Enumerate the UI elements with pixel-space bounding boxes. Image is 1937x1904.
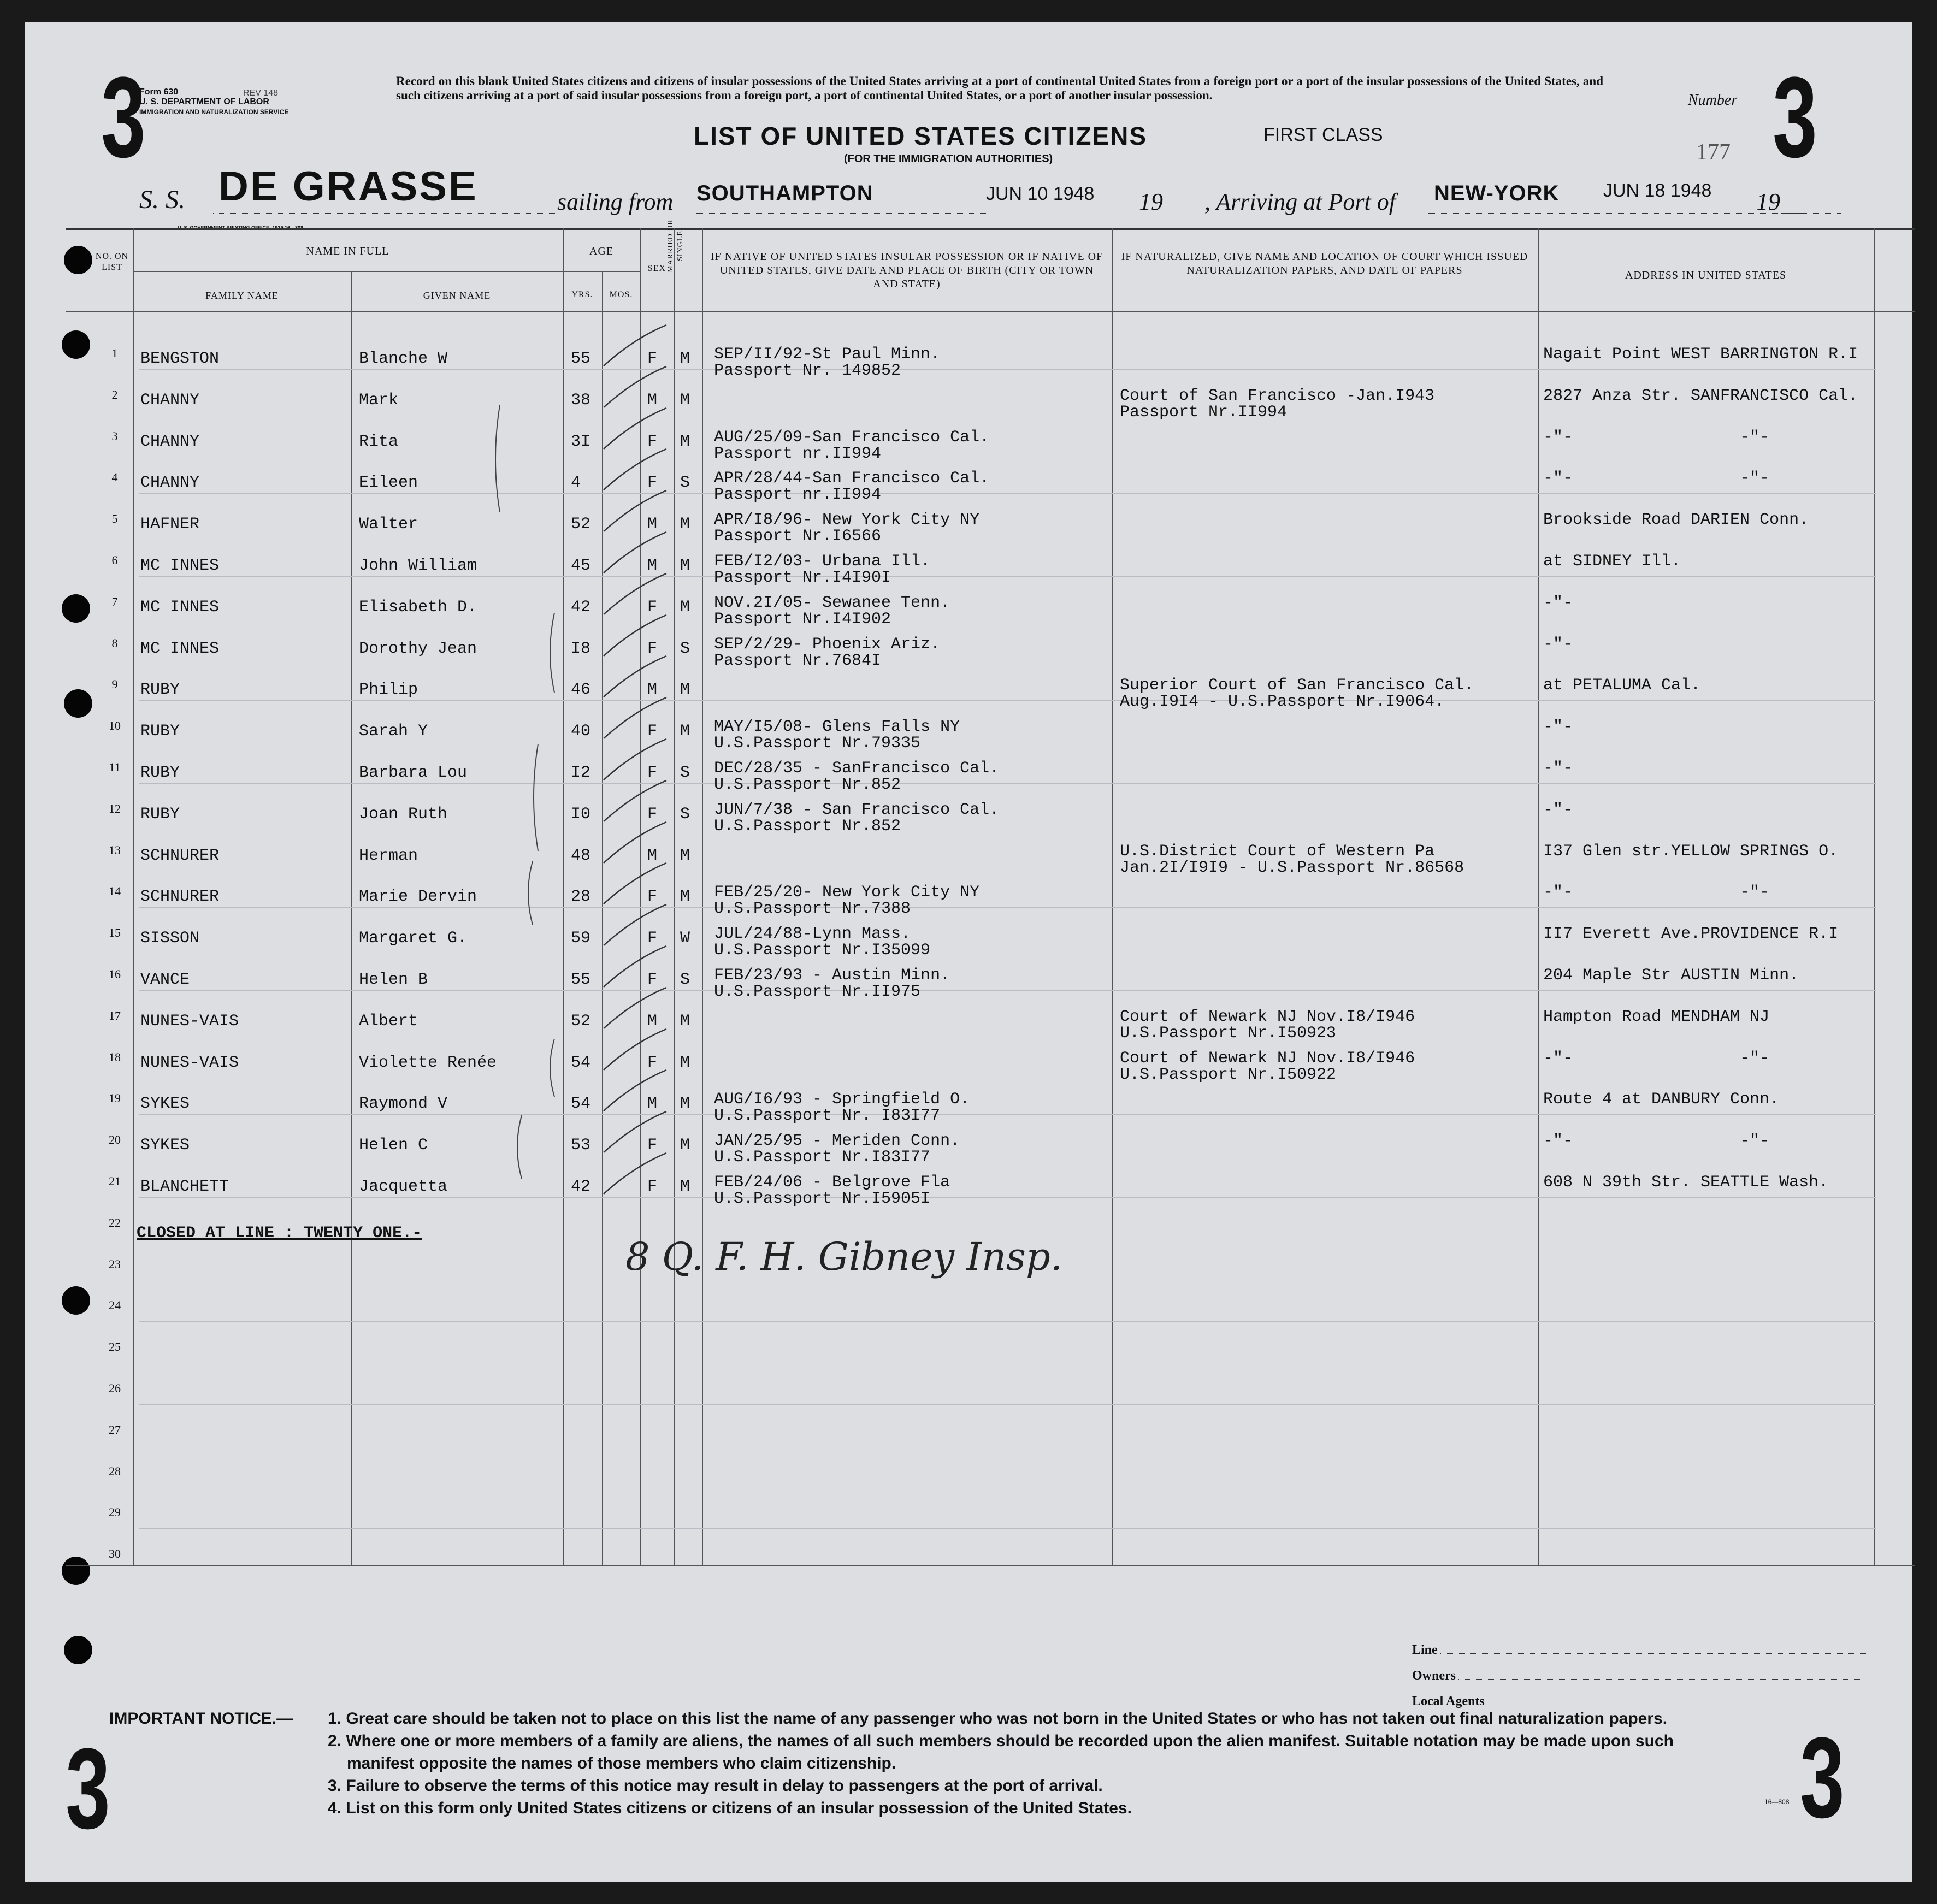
sex: F [647,474,658,492]
marital-status: M [680,433,690,451]
sex: M [647,515,658,534]
given-name: Eileen [359,474,418,492]
birth-date-place: APR/I8/96- New York City NY [714,511,980,529]
age-years: 52 [571,515,591,534]
notice-item: 2. Where one or more members of a family are aliens, the names of all such members should be recorded upon the alien manifest. Suitable notation may be made upon such [328,1732,1674,1750]
ruled-line [139,1197,1876,1198]
birth-date-place: FEB/23/93 - Austin Minn. [714,966,950,985]
ruled-line [139,1404,1876,1405]
marital-status: M [680,350,690,368]
birth-passport: Passport Nr. 149852 [714,362,901,380]
given-name: Jacquetta [359,1178,448,1196]
age-years: 42 [571,598,591,617]
age-years: 46 [571,681,591,699]
line-number: 21 [109,1174,121,1188]
birth-passport: Passport nr.II994 [714,445,882,463]
header-no: NO. ON LIST [95,252,129,272]
family-name: RUBY [140,764,180,782]
corner-number-bottom-right: 3 [1800,1713,1845,1842]
birth-passport: U.S.Passport Nr.852 [714,776,901,794]
line-number: 25 [109,1340,121,1353]
punch-hole [62,594,90,623]
age-years: 54 [571,1054,591,1072]
sailing-year-label: 19 [1139,188,1163,215]
line-number: 1 [111,346,118,360]
sex: F [647,598,658,617]
local-agents-label: Local Agents [1412,1694,1485,1708]
family-name: BENGSTON [140,350,220,368]
sex: F [647,764,658,782]
pencil-mark [538,1038,571,1098]
ruled-line [139,1114,1876,1115]
header-name-in-full: NAME IN FULL [306,245,389,257]
form-id-line: IMMIGRATION AND NATURALIZATION SERVICE [139,108,289,116]
column-divider [563,228,564,1565]
number-value: 177 [1696,140,1731,165]
birth-date-place: FEB/25/20- New York City NY [714,883,980,902]
given-name: Blanche W [359,350,448,368]
family-name: SYKES [140,1136,190,1155]
family-name: SISSON [140,929,200,948]
birth-passport: Passport Nr.I4I90I [714,569,891,587]
pencil-mark [516,860,549,926]
sex: F [647,350,658,368]
family-name: RUBY [140,681,180,699]
us-address: at PETALUMA Cal. [1543,676,1701,695]
marital-status: M [680,1136,690,1155]
ruled-line [139,783,1876,784]
header-address: ADDRESS IN UNITED STATES [1625,269,1787,281]
sex: F [647,640,658,658]
line-number: 10 [109,719,121,732]
class-label: FIRST CLASS [1263,125,1383,145]
age-years: 38 [571,391,591,410]
sex: F [647,971,658,989]
birth-date-place: SEP/II/92-St Paul Minn. [714,345,941,364]
line-number: 30 [109,1547,121,1560]
naturalization-passport: Passport Nr.II994 [1120,403,1288,422]
header-birth: IF NATIVE OF UNITED STATES INSULAR POSSESSION OR IF NATIVE OF UNITED STATES, GIVE DATE AND PLACE OF BIRTH (CITY OR TOWN AND STATE) [710,251,1103,290]
birth-passport: Passport nr.II994 [714,486,882,504]
given-name: Walter [359,515,418,534]
family-name: CHANNY [140,391,200,410]
birth-date-place: FEB/I2/03- Urbana Ill. [714,552,931,571]
age-years: 55 [571,350,591,368]
header-yrs: YRS. [571,290,593,299]
ship-rule [213,213,557,214]
line-number: 4 [111,470,118,484]
column-divider [674,228,675,1565]
line-number: 12 [109,802,121,815]
pencil-mark [538,612,571,694]
header-mos: MOS. [609,290,633,299]
corner-number-top-left: 3 [101,53,146,181]
birth-passport: U.S.Passport Nr.II975 [714,983,921,1001]
age-years: 52 [571,1012,591,1031]
inspector-signature: 8 Q. F. H. Gibney Insp. [625,1234,1063,1279]
header-given-name: GIVEN NAME [423,290,491,301]
family-name: CHANNY [140,474,200,492]
family-name: SCHNURER [140,847,220,865]
birth-date-place: JUN/7/38 - San Francisco Cal. [714,801,1000,819]
punch-hole [62,330,90,359]
line-number: 11 [109,760,121,774]
ruled-line [139,369,1876,370]
birth-date-place: MAY/I5/08- Glens Falls NY [714,718,960,736]
given-name: Rita [359,433,399,451]
birth-passport: U.S.Passport Nr.I35099 [714,941,931,960]
age-years: 42 [571,1178,591,1196]
us-address: -"- [1543,759,1573,778]
marital-status: M [680,888,690,906]
family-name: VANCE [140,971,190,989]
marital-status: M [680,515,690,534]
punch-hole [64,689,92,718]
table-top-border [66,228,1915,230]
sex: F [647,722,658,741]
given-name: Herman [359,847,418,865]
arrival-date: JUN 18 1948 [1603,180,1712,201]
line-number: 15 [109,926,121,939]
ruled-line [139,576,1876,577]
given-name: John William [359,557,477,575]
notice-items [328,1707,1830,1819]
notice-item: manifest opposite the names of those members who claim citizenship. [347,1754,896,1772]
naturalization-passport: Aug.I9I4 - U.S.Passport Nr.I9064. [1120,693,1445,711]
naturalization-court: Superior Court of San Francisco Cal. [1120,676,1474,695]
line-number: 9 [111,677,118,691]
punch-hole [64,246,92,274]
naturalization-passport: U.S.Passport Nr.I50922 [1120,1066,1337,1084]
ruled-line [139,1528,1876,1529]
line-number: 14 [109,884,121,898]
agents-block [1412,1637,1871,1714]
line-number: 16 [109,967,121,981]
sailing-label: sailing from [557,188,674,215]
given-name: Raymond V [359,1095,448,1113]
given-name: Dorothy Jean [359,640,477,658]
ship-name: DE GRASSE [218,163,478,210]
line-label: Line [1412,1643,1438,1657]
ruled-line [139,700,1876,701]
column-divider [1538,228,1539,1565]
page-subtitle: (FOR THE IMMIGRATION AUTHORITIES) [844,153,1053,165]
us-address: -"- [1543,718,1573,736]
header-married-single: MARRIED OR SINGLE [666,219,684,273]
column-divider [1874,228,1875,1565]
sex: F [647,1178,658,1196]
marital-status: M [680,598,690,617]
sex: M [647,1095,658,1113]
marital-status: M [680,722,690,741]
sex: F [647,433,658,451]
record-instructions: Record on this blank United States citizens and citizens of insular possessions of the United States arriving at a port of continental United States from a foreign port or a port of the insular possessions of the United States, and such citizens arriving at a port of said insular possessions from a foreign port, a port of continental United States, or a port of another insular possession. [396,74,1603,102]
birth-passport: U.S.Passport Nr.I5905I [714,1190,931,1208]
notice-label: IMPORTANT NOTICE.— [109,1710,293,1728]
age-years: 3I [571,433,591,451]
naturalization-court: Court of San Francisco -Jan.I943 [1120,387,1435,405]
age-years: 59 [571,929,591,948]
us-address: Brookside Road DARIEN Conn. [1543,511,1809,529]
given-name: Mark [359,391,399,410]
ruled-line [139,493,1876,494]
header-age: AGE [589,245,614,257]
marital-status: S [680,971,690,989]
sex: F [647,929,658,948]
sex: M [647,1012,658,1031]
birth-date-place: SEP/2/29- Phoenix Ariz. [714,635,941,654]
header-family-name: FAMILY NAME [205,290,279,301]
marital-status: M [680,557,690,575]
manifest-page [25,22,1912,1882]
line-number: 22 [109,1216,121,1229]
birth-date-place: NOV.2I/05- Sewanee Tenn. [714,594,950,612]
agents-owners-label [1412,1663,1871,1689]
line-number: 29 [109,1505,121,1519]
us-address: -"- -"- [1543,428,1770,447]
age-years: 55 [571,971,591,989]
sailing-date: JUN 10 1948 [986,184,1095,204]
ss-label: S. S. [139,185,185,214]
us-address: -"- -"- [1543,469,1770,488]
naturalization-court: Court of Newark NJ Nov.I8/I946 [1120,1049,1415,1068]
line-number: 8 [111,636,118,650]
family-name: CHANNY [140,433,200,451]
year-rule [1781,213,1841,214]
arrival-year-label: 19 [1756,188,1780,215]
column-divider [351,271,352,1565]
birth-passport: Passport Nr.I6566 [714,527,882,546]
birth-passport: Passport Nr.I4I902 [714,610,891,629]
notice-item: 4. List on this form only United States citizens or citizens of an insular possession of the United States. [328,1799,1132,1817]
sex: F [647,1054,658,1072]
marital-status: M [680,1095,690,1113]
birth-date-place: AUG/25/09-San Francisco Cal. [714,428,990,447]
age-years: I2 [571,764,591,782]
birth-passport: U.S.Passport Nr.852 [714,817,901,836]
given-name: Sarah Y [359,722,428,741]
agents-line-label [1412,1637,1871,1663]
us-address: -"- -"- [1543,1132,1770,1150]
us-address: 608 N 39th Str. SEATTLE Wash. [1543,1173,1829,1192]
given-name: Margaret G. [359,929,468,948]
family-name: MC INNES [140,640,220,658]
line-number: 24 [109,1298,121,1312]
table-bottom-border [66,1565,1915,1566]
us-address: Hampton Road MENDHAM NJ [1543,1008,1770,1026]
sex: F [647,1136,658,1155]
pencil-mark [483,404,516,513]
given-name: Barbara Lou [359,764,468,782]
naturalization-passport: U.S.Passport Nr.I50923 [1120,1024,1337,1043]
revision-stamp: REV 148 [243,88,279,98]
name-age-subheader-rule [133,271,641,272]
line-number: 17 [109,1009,121,1022]
age-years: I0 [571,805,591,824]
printing-office: U. S. GOVERNMENT PRINTING OFFICE: 1939 16—808 [178,225,304,230]
naturalization-passport: Jan.2I/I9I9 - U.S.Passport Nr.86568 [1120,859,1464,877]
arriving-label: , Arriving at Port of [1204,188,1396,215]
line-number: 6 [111,553,118,567]
age-years: 28 [571,888,591,906]
notice-item: 1. Great care should be taken not to place on this list the name of any passenger who was not born in the United States or who has not taken out final naturalization papers. [328,1710,1668,1728]
line-number: 23 [109,1257,121,1271]
birth-passport: U.S.Passport Nr. I83I77 [714,1107,941,1125]
sex: F [647,888,658,906]
marital-status: W [680,929,690,948]
form-id-line: Form 630 [139,87,179,97]
given-name: Helen B [359,971,428,989]
family-name: RUBY [140,805,180,824]
marital-status: S [680,764,690,782]
sex: M [647,847,658,865]
sex: M [647,391,658,410]
us-address: 204 Maple Str AUSTIN Minn. [1543,966,1799,985]
birth-date-place: JUL/24/88-Lynn Mass. [714,925,911,943]
us-address: -"- -"- [1543,883,1770,902]
us-address: -"- [1543,801,1573,819]
birth-passport: U.S.Passport Nr.79335 [714,734,921,753]
age-years: 48 [571,847,591,865]
marital-status: M [680,1012,690,1031]
corner-number-bottom-left: 3 [66,1724,110,1853]
column-divider [133,228,134,1565]
birth-date-place: JAN/25/95 - Meriden Conn. [714,1132,960,1150]
line-number: 19 [109,1091,121,1105]
arrival-port: NEW-YORK [1434,181,1560,205]
family-name: HAFNER [140,515,200,534]
given-name: Elisabeth D. [359,598,477,617]
corner-number-top-right: 3 [1773,53,1817,181]
marital-status: S [680,805,690,824]
marital-status: M [680,681,690,699]
punch-hole [62,1286,90,1315]
us-address: at SIDNEY Ill. [1543,552,1681,571]
line-number: 7 [111,595,118,608]
column-divider [702,228,703,1565]
birth-date-place: APR/28/44-San Francisco Cal. [714,469,990,488]
ruled-line [139,907,1876,908]
column-divider [1112,228,1113,1565]
us-address: -"- [1543,594,1573,612]
pencil-mark [505,1114,538,1180]
birth-passport: U.S.Passport Nr.I83I77 [714,1148,931,1167]
given-name: Helen C [359,1136,428,1155]
header-sex: SEX [647,264,666,273]
birth-date-place: DEC/28/35 - SanFrancisco Cal. [714,759,1000,778]
sex: F [647,805,658,824]
line-number: 13 [109,843,121,857]
us-address: Route 4 at DANBURY Conn. [1543,1090,1780,1109]
sex: M [647,681,658,699]
age-years: I8 [571,640,591,658]
given-name: Albert [359,1012,418,1031]
line-number: 28 [109,1464,121,1478]
line-number: 18 [109,1050,121,1064]
birth-passport: Passport Nr.7684I [714,652,882,670]
us-address: Nagait Point WEST BARRINGTON R.I [1543,345,1858,364]
ruled-line [139,1321,1876,1322]
us-address: 2827 Anza Str. SANFRANCISCO Cal. [1543,387,1858,405]
us-address: -"- [1543,635,1573,654]
family-name: MC INNES [140,557,220,575]
bottom-form-code: 16—808 [1764,1798,1790,1806]
family-name: MC INNES [140,598,220,617]
given-name: Philip [359,681,418,699]
age-years: 53 [571,1136,591,1155]
sailing-rule [696,213,986,214]
naturalization-court: U.S.District Court of Western Pa [1120,842,1435,861]
line-number: 27 [109,1423,121,1436]
marital-status: M [680,1178,690,1196]
marital-status: M [680,847,690,865]
line-number: 20 [109,1133,121,1146]
marital-status: M [680,1054,690,1072]
birth-passport: U.S.Passport Nr.7388 [714,900,911,918]
form-id-line: U. S. DEPARTMENT OF LABOR [139,97,269,107]
marital-status: S [680,640,690,658]
header-bottom-rule [66,311,1915,312]
birth-date-place: FEB/24/06 - Belgrove Fla [714,1173,950,1192]
family-name: NUNES-VAIS [140,1054,239,1072]
punch-hole [62,1557,90,1585]
age-years: 54 [571,1095,591,1113]
given-name: Joan Ruth [359,805,448,824]
line-number: 2 [111,388,118,401]
family-name: RUBY [140,722,180,741]
marital-status: S [680,474,690,492]
family-name: NUNES-VAIS [140,1012,239,1031]
us-address: II7 Everett Ave.PROVIDENCE R.I [1543,925,1839,943]
pencil-mark [522,743,554,852]
family-name: SCHNURER [140,888,220,906]
given-name: Marie Dervin [359,888,477,906]
closed-at-line-note: CLOSED AT LINE : TWENTY ONE.- [137,1224,422,1243]
us-address: -"- -"- [1543,1049,1770,1068]
check-mark [601,1150,672,1199]
header-naturalized: IF NATURALIZED, GIVE NAME AND LOCATION OF COURT WHICH ISSUED NATURALIZATION PAPERS, AND DATE OF PAPERS [1121,251,1528,276]
line-number: 26 [109,1381,121,1395]
family-name: BLANCHETT [140,1178,229,1196]
number-label: Number [1688,92,1738,109]
family-name: SYKES [140,1095,190,1113]
line-number: 5 [111,512,118,525]
us-address: I37 Glen str.YELLOW SPRINGS O. [1543,842,1839,861]
owners-label: Owners [1412,1669,1456,1683]
sex: M [647,557,658,575]
page-title: LIST OF UNITED STATES CITIZENS [694,122,1148,150]
birth-date-place: AUG/I6/93 - Springfield O. [714,1090,970,1109]
notice-item: 3. Failure to observe the terms of this notice may result in delay to passengers at the port of arrival. [328,1777,1103,1795]
ruled-line [139,990,1876,991]
age-years: 40 [571,722,591,741]
naturalization-court: Court of Newark NJ Nov.I8/I946 [1120,1008,1415,1026]
punch-hole [64,1636,92,1664]
given-name: Violette Renée [359,1054,497,1072]
marital-status: M [680,391,690,410]
age-years: 45 [571,557,591,575]
age-years: 4 [571,474,581,492]
arrival-rule [1428,213,1805,214]
line-number: 3 [111,429,118,443]
sailing-port: SOUTHAMPTON [696,181,873,205]
